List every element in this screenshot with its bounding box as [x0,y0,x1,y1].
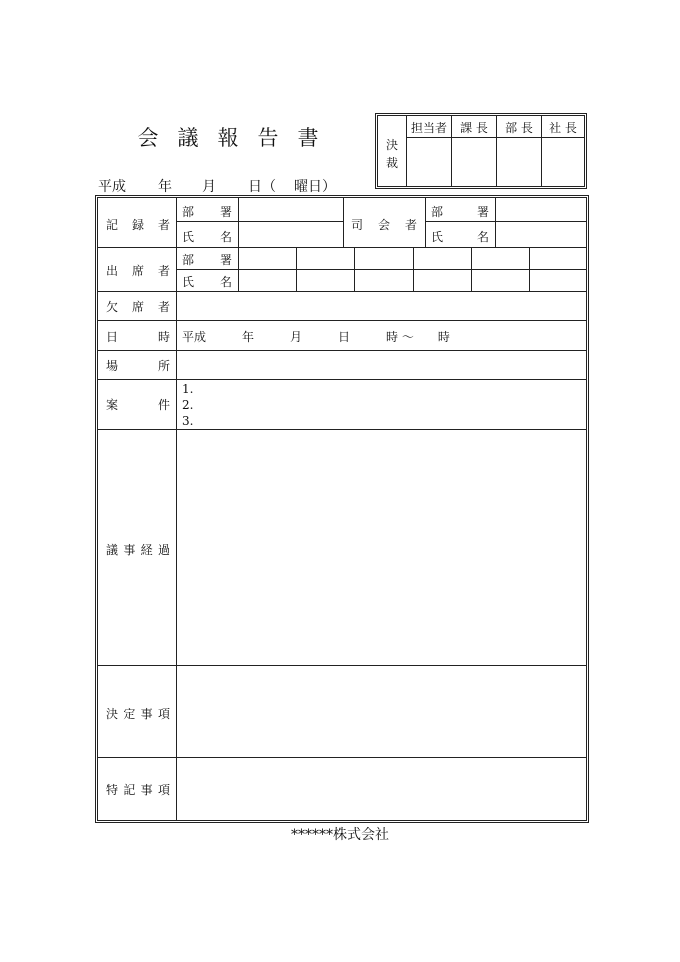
approval-col-section-chief: 課 長 [460,121,488,135]
approval-side-label: 決 裁 [386,138,399,170]
date-era: 平成 [98,179,126,195]
chair-label: 司 会 者 [351,218,417,232]
approval-stamp-staff[interactable] [407,138,451,186]
agenda-item: 1. [182,382,194,396]
title-char: 報 [217,126,239,150]
notes-label: 特 記 事 項 [106,783,170,797]
attendees-label: 出 席 者 [106,264,170,278]
date-year: 年 [158,179,172,195]
agenda-item: 2. [182,398,194,412]
minutes-label: 議 事 経 過 [106,543,170,557]
attendees-grid[interactable] [239,248,586,291]
date-month: 月 [202,179,216,195]
chair-name-label: 氏 名 [431,230,489,244]
attendees-name-label: 氏 名 [182,275,232,289]
title-char: 告 [257,126,279,150]
approval-col-staff: 担当者 [410,121,447,135]
chair-name-field[interactable] [496,222,586,247]
date-weekday: 曜日） [294,179,336,195]
recorder-name-field[interactable] [239,222,343,247]
approval-box [375,113,587,189]
recorder-name-label: 氏 名 [182,230,232,244]
title-char: 会 [137,126,159,150]
decisions-label: 決 定 事 項 [106,707,170,721]
title-char: 書 [297,126,319,150]
datetime-label: 日 時 [106,330,170,344]
datetime-field[interactable]: 平成 年 月 日 時 ～ 時 [182,330,450,344]
title-char: 議 [177,126,199,150]
agenda-label: 案 件 [106,398,170,412]
document-title [128,122,328,152]
place-label: 場 所 [106,359,170,373]
approval-stamp-president[interactable] [542,138,584,186]
agenda-items[interactable] [182,381,193,429]
approval-stamp-dept-head[interactable] [497,138,541,186]
approval-col-president: 社 長 [549,121,577,135]
minutes-field[interactable] [177,430,586,665]
date-day: 日（ [248,179,276,195]
chair-dept-field[interactable] [496,199,586,221]
attendees-dept-label: 部 署 [182,253,232,267]
absentees-label: 欠 席 者 [106,300,170,314]
meeting-report-form [95,195,589,823]
chair-dept-label: 部 署 [431,205,489,219]
approval-stamp-section-chief[interactable] [452,138,496,186]
place-field[interactable] [177,351,586,379]
decisions-field[interactable] [177,666,586,757]
recorder-label: 記 録 者 [106,218,170,232]
absentees-field[interactable] [177,292,586,320]
recorder-dept-field[interactable] [239,199,343,221]
notes-field[interactable] [177,758,586,820]
company-name: ******株式会社 [291,827,389,843]
approval-col-dept-head: 部 長 [505,121,533,135]
agenda-item: 3. [182,414,194,428]
recorder-dept-label: 部 署 [182,205,232,219]
